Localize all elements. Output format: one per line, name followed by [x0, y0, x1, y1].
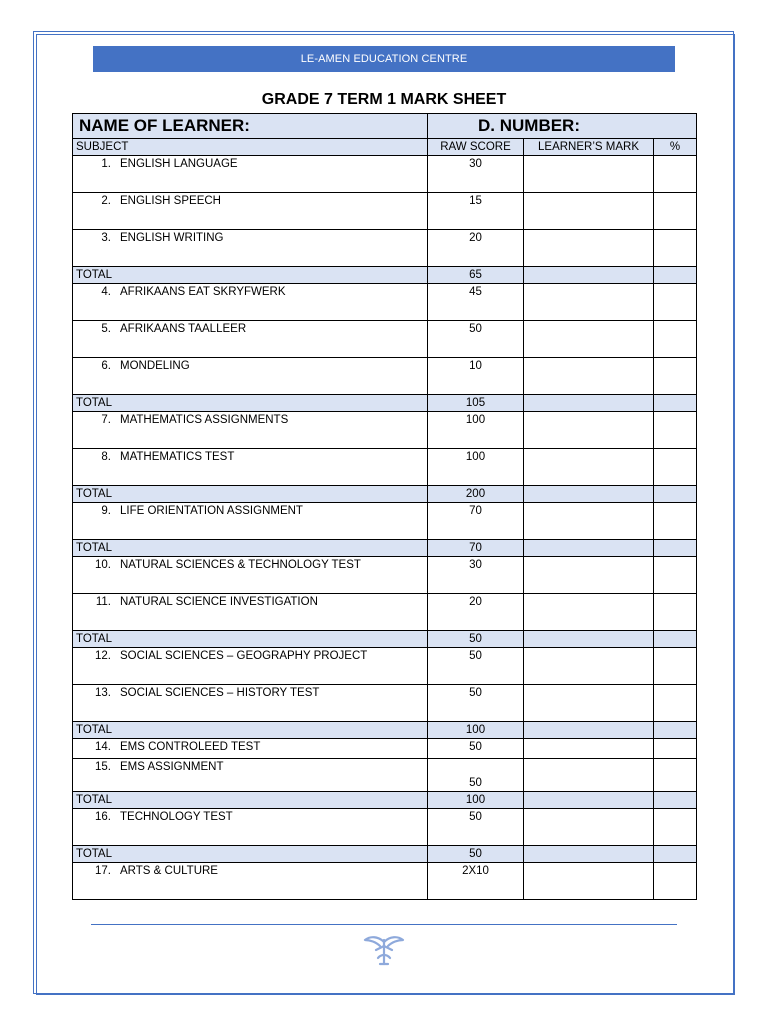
total-score: 100	[428, 722, 524, 739]
learner-mark-cell[interactable]	[524, 594, 654, 631]
learner-id-label	[428, 114, 697, 139]
percent-cell[interactable]	[654, 358, 697, 395]
raw-score-cell: 10	[428, 358, 524, 395]
raw-score-cell: 50	[428, 321, 524, 358]
subject-number: 7.	[101, 414, 111, 426]
subject-number: 9.	[101, 505, 111, 517]
subject-cell	[73, 193, 428, 230]
total-score: 100	[428, 792, 524, 809]
footer-rule	[91, 924, 677, 925]
subject-number: 1.	[101, 158, 111, 170]
raw-score-cell: 30	[428, 156, 524, 193]
subject-row	[73, 449, 697, 486]
percent-cell[interactable]	[654, 321, 697, 358]
raw-score-cell: 50	[428, 648, 524, 685]
learner-mark-cell[interactable]	[524, 156, 654, 193]
subject-cell	[73, 809, 428, 846]
subject-cell	[73, 284, 428, 321]
subject-name: NATURAL SCIENCE INVESTIGATION	[120, 596, 318, 608]
ornament-logo-icon	[362, 934, 406, 968]
raw-score-cell: 30	[428, 557, 524, 594]
percent-cell[interactable]	[654, 759, 697, 792]
learner-mark-cell[interactable]	[524, 809, 654, 846]
subject-row	[73, 284, 697, 321]
org-name: LE-AMEN EDUCATION CENTRE	[300, 53, 468, 65]
learner-info-row	[73, 114, 697, 139]
learner-mark-cell[interactable]	[524, 863, 654, 900]
subject-number: 16.	[95, 811, 111, 823]
percent-cell[interactable]	[654, 594, 697, 631]
total-learner-mark-cell[interactable]	[524, 722, 654, 739]
col-percent: %	[654, 139, 697, 156]
percent-cell[interactable]	[654, 193, 697, 230]
subject-number: 17.	[95, 865, 111, 877]
subject-cell	[73, 863, 428, 900]
learner-id-text: D. NUMBER:	[478, 116, 580, 135]
total-learner-mark-cell[interactable]	[524, 792, 654, 809]
col-raw-score: RAW SCORE	[428, 139, 524, 156]
total-score: 50	[428, 846, 524, 863]
subject-name: LIFE ORIENTATION ASSIGNMENT	[120, 505, 303, 517]
mark-sheet-table	[72, 113, 697, 900]
col-subject: SUBJECT	[73, 139, 428, 156]
subject-row	[73, 809, 697, 846]
subject-cell	[73, 156, 428, 193]
raw-score-cell: 100	[428, 449, 524, 486]
total-row	[73, 267, 697, 284]
percent-cell[interactable]	[654, 503, 697, 540]
total-label: TOTAL	[73, 395, 428, 412]
percent-cell[interactable]	[654, 156, 697, 193]
raw-score-cell: 15	[428, 193, 524, 230]
raw-score-cell: 50	[428, 685, 524, 722]
total-learner-mark-cell[interactable]	[524, 395, 654, 412]
raw-score-cell: 100	[428, 412, 524, 449]
subject-cell	[73, 685, 428, 722]
total-percent-cell[interactable]	[654, 486, 697, 503]
subject-row	[73, 759, 697, 792]
total-row	[73, 792, 697, 809]
percent-cell[interactable]	[654, 648, 697, 685]
total-label: TOTAL	[73, 722, 428, 739]
subject-number: 10.	[95, 559, 111, 571]
total-percent-cell[interactable]	[654, 846, 697, 863]
total-row	[73, 395, 697, 412]
subject-row	[73, 739, 697, 759]
total-score: 50	[428, 631, 524, 648]
column-header-row	[73, 139, 697, 156]
raw-score-cell: 20	[428, 230, 524, 267]
subject-name: MONDELING	[120, 360, 190, 372]
subject-name: AFRIKAANS TAALLEER	[120, 323, 247, 335]
total-row	[73, 846, 697, 863]
total-label: TOTAL	[73, 486, 428, 503]
sheet-title: GRADE 7 TERM 1 MARK SHEET	[261, 91, 507, 108]
learner-mark-cell[interactable]	[524, 449, 654, 486]
subject-row	[73, 594, 697, 631]
percent-cell[interactable]	[654, 230, 697, 267]
subject-row	[73, 557, 697, 594]
subject-number: 15.	[95, 761, 111, 773]
subject-name: SOCIAL SCIENCES – GEOGRAPHY PROJECT	[120, 650, 368, 662]
subject-number: 5.	[101, 323, 111, 335]
subject-name: ENGLISH WRITING	[120, 232, 224, 244]
percent-cell[interactable]	[654, 739, 697, 759]
subject-cell	[73, 230, 428, 267]
subject-cell	[73, 759, 428, 792]
subject-name: SOCIAL SCIENCES – HISTORY TEST	[120, 687, 320, 699]
percent-cell[interactable]	[654, 412, 697, 449]
subject-cell	[73, 503, 428, 540]
subject-name: ENGLISH SPEECH	[120, 195, 221, 207]
raw-score-cell: 45	[428, 284, 524, 321]
total-row	[73, 540, 697, 557]
raw-score-cell: 70	[428, 503, 524, 540]
learner-mark-cell[interactable]	[524, 321, 654, 358]
learner-mark-cell[interactable]	[524, 739, 654, 759]
subject-name: TECHNOLOGY TEST	[120, 811, 233, 823]
total-learner-mark-cell[interactable]	[524, 486, 654, 503]
total-label: TOTAL	[73, 267, 428, 284]
percent-cell[interactable]	[654, 284, 697, 321]
subject-row	[73, 358, 697, 395]
percent-cell[interactable]	[654, 863, 697, 900]
total-label: TOTAL	[73, 792, 428, 809]
total-percent-cell[interactable]	[654, 395, 697, 412]
total-percent-cell[interactable]	[654, 540, 697, 557]
subject-row	[73, 230, 697, 267]
total-percent-cell[interactable]	[654, 792, 697, 809]
subject-row	[73, 863, 697, 900]
subject-name: AFRIKAANS EAT SKRYFWERK	[120, 286, 286, 298]
subject-name: EMS ASSIGNMENT	[120, 761, 224, 773]
total-score: 65	[428, 267, 524, 284]
learner-mark-cell[interactable]	[524, 412, 654, 449]
percent-cell[interactable]	[654, 685, 697, 722]
total-learner-mark-cell[interactable]	[524, 540, 654, 557]
col-learner-mark: LEARNER’S MARK	[524, 139, 654, 156]
subject-cell	[73, 449, 428, 486]
total-percent-cell[interactable]	[654, 267, 697, 284]
learner-mark-cell[interactable]	[524, 503, 654, 540]
learner-mark-cell[interactable]	[524, 685, 654, 722]
total-score: 70	[428, 540, 524, 557]
percent-cell[interactable]	[654, 449, 697, 486]
total-learner-mark-cell[interactable]	[524, 631, 654, 648]
subject-row	[73, 648, 697, 685]
total-label: TOTAL	[73, 631, 428, 648]
total-percent-cell[interactable]	[654, 722, 697, 739]
header-banner	[93, 46, 675, 72]
subject-cell	[73, 358, 428, 395]
raw-score-cell: 50	[428, 809, 524, 846]
subject-number: 14.	[95, 741, 111, 753]
subject-cell	[73, 739, 428, 759]
total-row	[73, 486, 697, 503]
learner-mark-cell[interactable]	[524, 759, 654, 792]
subject-row	[73, 412, 697, 449]
subject-name: MATHEMATICS TEST	[120, 451, 235, 463]
learner-mark-cell[interactable]	[524, 557, 654, 594]
subject-row	[73, 321, 697, 358]
subject-row	[73, 193, 697, 230]
subject-cell	[73, 594, 428, 631]
total-percent-cell[interactable]	[654, 631, 697, 648]
subject-cell	[73, 648, 428, 685]
subject-number: 2.	[101, 195, 111, 207]
total-learner-mark-cell[interactable]	[524, 846, 654, 863]
percent-cell[interactable]	[654, 809, 697, 846]
subject-number: 13.	[95, 687, 111, 699]
subject-number: 3.	[101, 232, 111, 244]
raw-score-cell: 50	[428, 759, 524, 792]
total-row	[73, 631, 697, 648]
raw-score-cell: 20	[428, 594, 524, 631]
subject-name: NATURAL SCIENCES & TECHNOLOGY TEST	[120, 559, 361, 571]
subject-name: MATHEMATICS ASSIGNMENTS	[120, 414, 289, 426]
subject-cell	[73, 557, 428, 594]
raw-score-cell: 50	[428, 739, 524, 759]
subject-number: 11.	[95, 596, 111, 608]
subject-name: EMS CONTROLEED TEST	[120, 741, 261, 753]
subject-cell	[73, 412, 428, 449]
subject-name: ARTS & CULTURE	[120, 865, 218, 877]
subject-row	[73, 503, 697, 540]
subject-number: 8.	[101, 451, 111, 463]
subject-row	[73, 685, 697, 722]
percent-cell[interactable]	[654, 557, 697, 594]
subject-row	[73, 156, 697, 193]
total-learner-mark-cell[interactable]	[524, 267, 654, 284]
subject-number: 6.	[101, 360, 111, 372]
subject-number: 4.	[101, 286, 111, 298]
learner-mark-cell[interactable]	[524, 230, 654, 267]
subject-name: ENGLISH LANGUAGE	[120, 158, 238, 170]
subject-number: 12.	[95, 650, 111, 662]
learner-mark-cell[interactable]	[524, 648, 654, 685]
total-label: TOTAL	[73, 846, 428, 863]
total-score: 105	[428, 395, 524, 412]
learner-name-label: NAME OF LEARNER:	[73, 114, 428, 139]
learner-mark-cell[interactable]	[524, 284, 654, 321]
total-score: 200	[428, 486, 524, 503]
total-label: TOTAL	[73, 540, 428, 557]
subject-cell	[73, 321, 428, 358]
learner-mark-cell[interactable]	[524, 193, 654, 230]
raw-score-cell: 2X10	[428, 863, 524, 900]
total-row	[73, 722, 697, 739]
learner-mark-cell[interactable]	[524, 358, 654, 395]
